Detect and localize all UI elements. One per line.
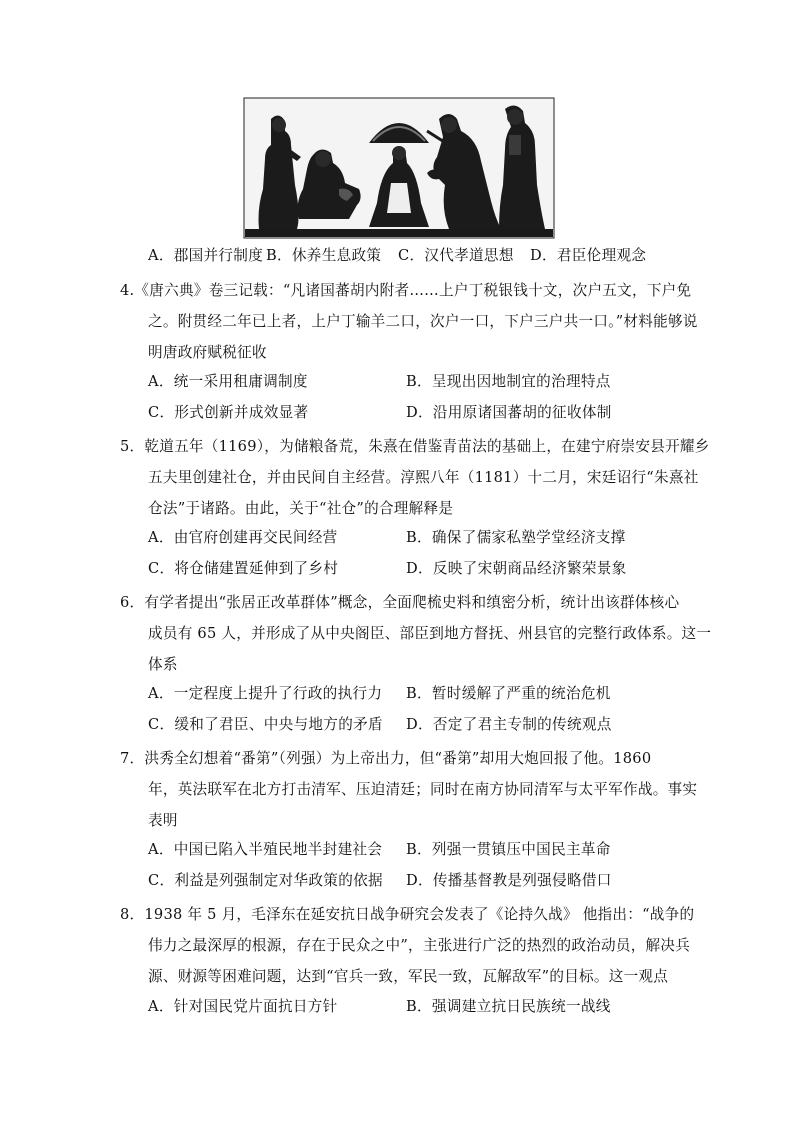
q6-stem-line-2: 成员有 65 人，并形成了从中央阁臣、部臣到地方督抚、州县官的完整行政体系。这一 (148, 625, 712, 642)
q4-option-d[interactable]: D．沿用原诸国蕃胡的征收体制 (406, 404, 612, 421)
q3-option-a[interactable]: A．郡国并行制度 (148, 247, 264, 264)
q4-option-a[interactable]: A．统一采用租庸调制度 (148, 373, 308, 390)
q4-option-b[interactable]: B．呈现出因地制宜的治理特点 (406, 373, 611, 390)
q5-stem-line-2: 五夫里创建社仓，并由民间自主经营。淳熙八年（1181）十二月，宋廷诏行“朱熹社 (148, 469, 699, 486)
han-relief-image (243, 97, 555, 239)
q5-stem-line-1: 5．乾道五年（1169），为储粮备荒，朱熹在借鉴青苗法的基础上，在建宁府崇安县开耀乡 (120, 438, 710, 455)
q8-option-b[interactable]: B．强调建立抗日民族统一战线 (406, 998, 611, 1015)
q8-stem-line-2: 伟力之最深厚的根源，存在于民众之中”，主张进行广泛的热烈的政治动员，解决兵 (148, 937, 691, 954)
q7-option-b[interactable]: B．列强一贯镇压中国民主革命 (406, 841, 611, 858)
q3-option-d[interactable]: D．君臣伦理观念 (530, 247, 647, 264)
q5-option-c[interactable]: C．将仓储建置延伸到了乡村 (148, 560, 339, 577)
q7-stem-line-3: 表明 (148, 812, 178, 829)
q6-stem-line-1: 6．有学者提出“张居正改革群体”概念，全面爬梳史料和缜密分析，统计出该群体核心 (120, 594, 680, 611)
q4-stem-line-1: 4.《唐六典》卷三记载：“凡诸国蕃胡内附者……上户丁税银钱十文，次户五文，下户免 (120, 282, 692, 299)
q3-option-b[interactable]: B．休养生息政策 (266, 247, 382, 264)
q3-option-c[interactable]: C．汉代孝道思想 (398, 247, 514, 264)
q7-stem-line-2: 年，英法联军在北方打击清军、压迫清廷；同时在南方协同清军与太平军作战。事实 (148, 781, 698, 798)
q6-option-c[interactable]: C．缓和了君臣、中央与地方的矛盾 (148, 716, 383, 733)
q7-option-a[interactable]: A．中国已陷入半殖民地半封建社会 (148, 841, 383, 858)
q6-option-b[interactable]: B．暂时缓解了严重的统治危机 (406, 685, 611, 702)
q4-stem-line-2: 之。附贯经二年已上者，上户丁输羊二口，次户一口，下户三户共一口。”材料能够说 (148, 313, 698, 330)
q8-stem-line-1: 8．1938 年 5 月，毛泽东在延安抗日战争研究会发表了《论持久战》 他指出：“战争的 (120, 906, 695, 923)
q6-option-a[interactable]: A．一定程度上提升了行政的执行力 (148, 685, 383, 702)
q8-option-a[interactable]: A．针对国民党片面抗日方针 (148, 998, 338, 1015)
q7-stem-line-1: 7．洪秀全幻想着“番第”（列强）为上帝出力，但“番第”却用大炮回报了他。1860 (120, 750, 652, 767)
q7-option-c[interactable]: C．利益是列强制定对华政策的依据 (148, 872, 383, 889)
q5-stem-line-3: 仓法”于诸路。由此，关于“社仓”的合理解释是 (148, 500, 454, 517)
q5-option-a[interactable]: A．由官府创建再交民间经营 (148, 529, 338, 546)
q6-option-d[interactable]: D．否定了君主专制的传统观点 (406, 716, 612, 733)
q8-stem-line-3: 源、财源等困难问题，达到“官兵一致，军民一致，瓦解敌军”的目标。这一观点 (148, 968, 669, 985)
q4-stem-line-3: 明唐政府赋税征收 (148, 344, 267, 361)
q7-option-d[interactable]: D．传播基督教是列强侵略借口 (406, 872, 612, 889)
q6-stem-line-3: 体系 (148, 656, 178, 673)
q5-option-d[interactable]: D．反映了宋朝商品经济繁荣景象 (406, 560, 627, 577)
q5-option-b[interactable]: B．确保了儒家私塾学堂经济支撑 (406, 529, 626, 546)
q4-option-c[interactable]: C．形式创新并成效显著 (148, 404, 309, 421)
